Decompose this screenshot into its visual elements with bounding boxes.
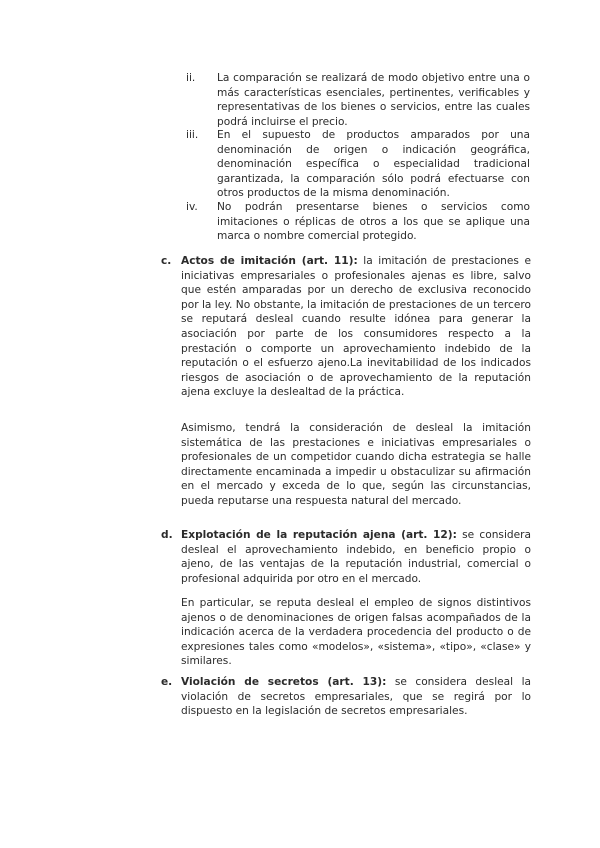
section-heading: Violación de secretos (art. 13): bbox=[181, 676, 387, 688]
section-text: la imitación de prestaciones e iniciativas empresariales o profesionales ajenas es libre, salvo que estén amparadas por un derecho de exclusiva reconocido por la ley. No obstante, la imitación de prestaciones de un tercero se reputará desleal cuando resulte idónea para generar la asociación por parte de los consumidores respecto a la prestación o comporte un aprovechamiento indebido de la reputación o el esfuerzo ajeno.La inevitabilidad de los indicados riesgos de asociación o de aprovechamiento de la reputación ajena excluye la deslealtad de la práctica. bbox=[181, 255, 531, 399]
section-body bbox=[181, 675, 531, 719]
section-text: se considera desleal la violación de secretos empresariales, que se regirá por lo dispuesto en la legislación de secretos empresariales. bbox=[181, 676, 532, 718]
list-text: En el supuesto de productos amparados por una denominación de origen o indicación geográfica, denominación específica o especialidad tradicional garantizada, la comparación sólo podrá efectuarse con otros productos de la misma denominación. bbox=[217, 129, 530, 200]
section-d bbox=[161, 528, 531, 586]
section-label: c. bbox=[161, 255, 172, 267]
section-text: se considera desleal el aprovechamiento indebido, en beneficio propio o ajeno, de las ventajas de la reputación industrial, comercial o profesional adquirida por otro en el mercado. bbox=[181, 529, 531, 585]
list-number: iii. bbox=[186, 129, 199, 141]
list-item-ii bbox=[186, 71, 530, 129]
section-body bbox=[181, 254, 531, 400]
section-e bbox=[161, 675, 531, 719]
list-number: iv. bbox=[186, 201, 198, 213]
section-heading: Explotación de la reputación ajena (art. 12): bbox=[181, 529, 457, 541]
section-c bbox=[161, 254, 531, 400]
list-item-iv bbox=[186, 200, 530, 244]
list-text: No podrán presentarse bienes o servicios como imitaciones o réplicas de otros a los que se aplique una marca o nombre comercial protegido. bbox=[217, 201, 530, 243]
section-label: d. bbox=[161, 529, 173, 541]
section-heading: Actos de imitación (art. 11): bbox=[181, 255, 358, 267]
section-body bbox=[181, 528, 531, 586]
list-number: ii. bbox=[186, 72, 196, 84]
section-c-paragraph: Asimismo, tendrá la consideración de desleal la imitación sistemática de las prestaciones e iniciativas empresariales o profesionales de un competidor cuando dicha estrategia se halle directamente encaminada a impedir u obstaculizar su afirmación en el mercado y exceda de lo que, según las circunstancias, pueda reputarse una respuesta natural del mercado. bbox=[181, 422, 531, 507]
section-label: e. bbox=[161, 676, 173, 688]
section-d-paragraph: En particular, se reputa desleal el empleo de signos distintivos ajenos o de denominaciones de origen falsas acompañados de la indicación acerca de la verdadera procedencia del producto o de expresiones tales como «modelos», «sistema», «tipo», «clase» y similares. bbox=[181, 597, 531, 668]
list-item-iii bbox=[186, 128, 530, 201]
list-text: La comparación se realizará de modo objetivo entre una o más características esenciales, pertinentes, verificables y representativas de los bienes o servicios, entre las cuales podrá incluirse el precio. bbox=[217, 72, 530, 128]
